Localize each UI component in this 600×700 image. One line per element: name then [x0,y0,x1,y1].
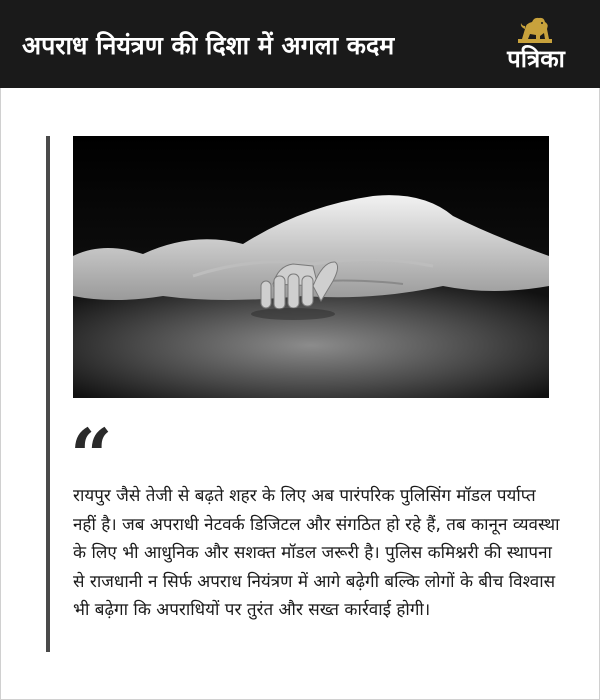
lion-logo-icon [516,14,554,44]
headline: अपराध नियंत्रण की दिशा में अगला कदम [22,31,395,60]
quote-text: रायपुर जैसे तेजी से बढ़ते शहर के लिए अब पारंपरिक पुलिसिंग मॉडल पर्याप्त नहीं है। जब अपराधी नेटवर्क डिजिटल और संगठित हो रहे हैं, तब कानून व्यवस्था के लिए भी आधुनिक और सशक्त मॉडल जरूरी है। पुलिस कमिश्नरी की स्थापना से राजधानी न सिर्फ अपराध नियंत्रण में आगे बढ़ेगी बल्कि लोगों के बीच विश्वास भी बढ़ेगा कि अपराधियों पर तुरंत और सख्त कार्रवाई होगी। [73,486,560,620]
brand-logo[interactable] [496,14,576,76]
article-photo [73,136,549,398]
quote-accent-bar [46,136,50,652]
brand-name: पत्रिका [507,45,565,73]
photo-covered-body-hand [73,136,549,398]
quote-mark-icon: “ [70,414,113,500]
header-banner [0,0,600,88]
